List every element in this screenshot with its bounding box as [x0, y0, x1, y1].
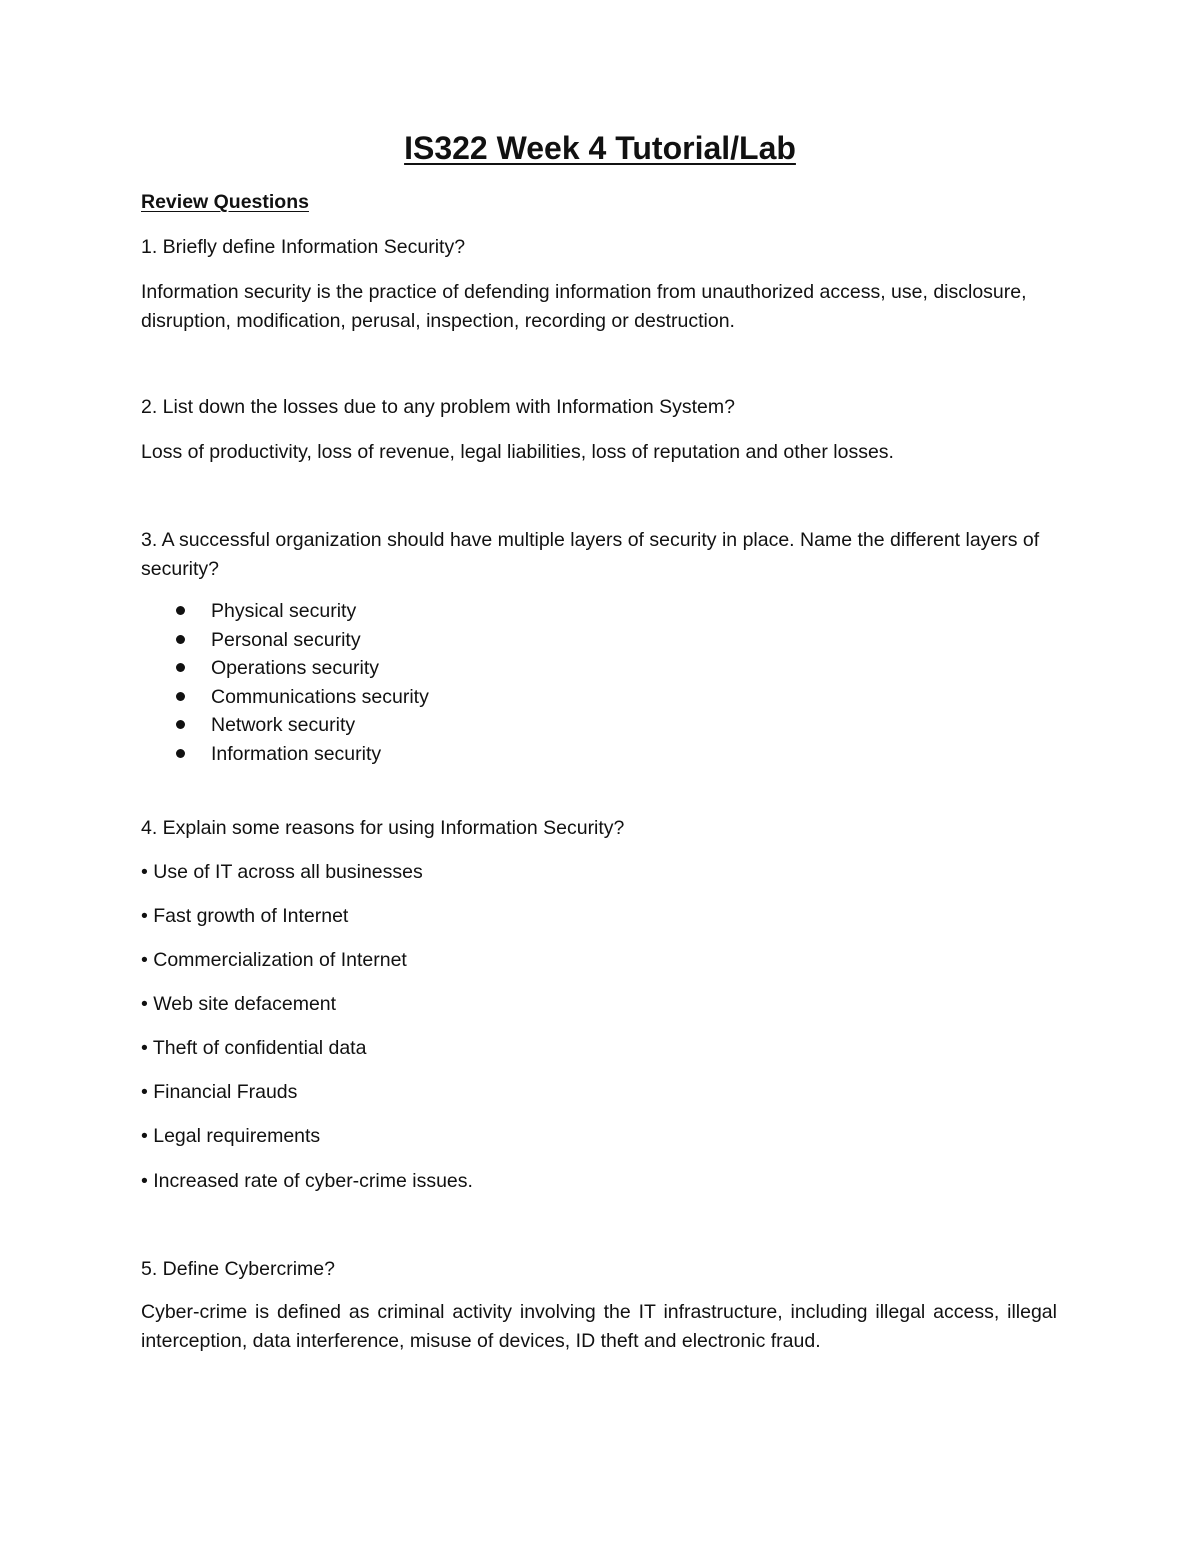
section-heading: Review Questions	[141, 191, 309, 213]
bullet-dot	[176, 606, 185, 615]
question-3: 3. A successful organization should have multiple layers of security in place. Name the different layers of security?	[141, 529, 1040, 580]
question-2: 2. List down the losses due to any problem with Information System?	[141, 396, 735, 418]
question-4: 4. Explain some reasons for using Information Security?	[141, 817, 625, 839]
bullet-dot	[176, 692, 185, 701]
list-item: • Theft of confidential data	[141, 1037, 367, 1059]
list-item: Operations security	[211, 657, 379, 679]
list-item: Communications security	[211, 686, 429, 708]
page-title: IS322 Week 4 Tutorial/Lab	[404, 130, 796, 166]
list-item: • Financial Frauds	[141, 1081, 298, 1103]
answer-5: Cyber-crime is defined as criminal activity involving the IT infrastructure, including illegal access, illegal interception, data interference, misuse of devices, ID theft and electronic fraud.	[141, 1301, 1057, 1352]
bullet-dot	[176, 749, 185, 758]
question-1: 1. Briefly define Information Security?	[141, 236, 466, 258]
bullet-dot	[176, 635, 185, 644]
answer-2: Loss of productivity, loss of revenue, legal liabilities, loss of reputation and other losses.	[141, 441, 894, 463]
list-item: • Web site defacement	[141, 993, 337, 1015]
list-item: Physical security	[211, 600, 357, 622]
list-item: Personal security	[211, 629, 361, 651]
question-5: 5. Define Cybercrime?	[141, 1258, 335, 1280]
list-item: Network security	[211, 714, 356, 736]
list-item: • Commercialization of Internet	[141, 949, 407, 971]
list-item: Information security	[211, 743, 382, 765]
list-item: • Fast growth of Internet	[141, 905, 349, 927]
bullet-dot	[176, 720, 185, 729]
answer-1: Information security is the practice of defending information from unauthorized access, use, disclosure, disruption, modification, perusal, inspection, recording or destruction.	[141, 281, 1027, 332]
list-item: • Use of IT across all businesses	[141, 861, 423, 883]
list-item: • Legal requirements	[141, 1125, 321, 1147]
list-item: • Increased rate of cyber-crime issues.	[141, 1170, 473, 1192]
bullet-dot	[176, 663, 185, 672]
